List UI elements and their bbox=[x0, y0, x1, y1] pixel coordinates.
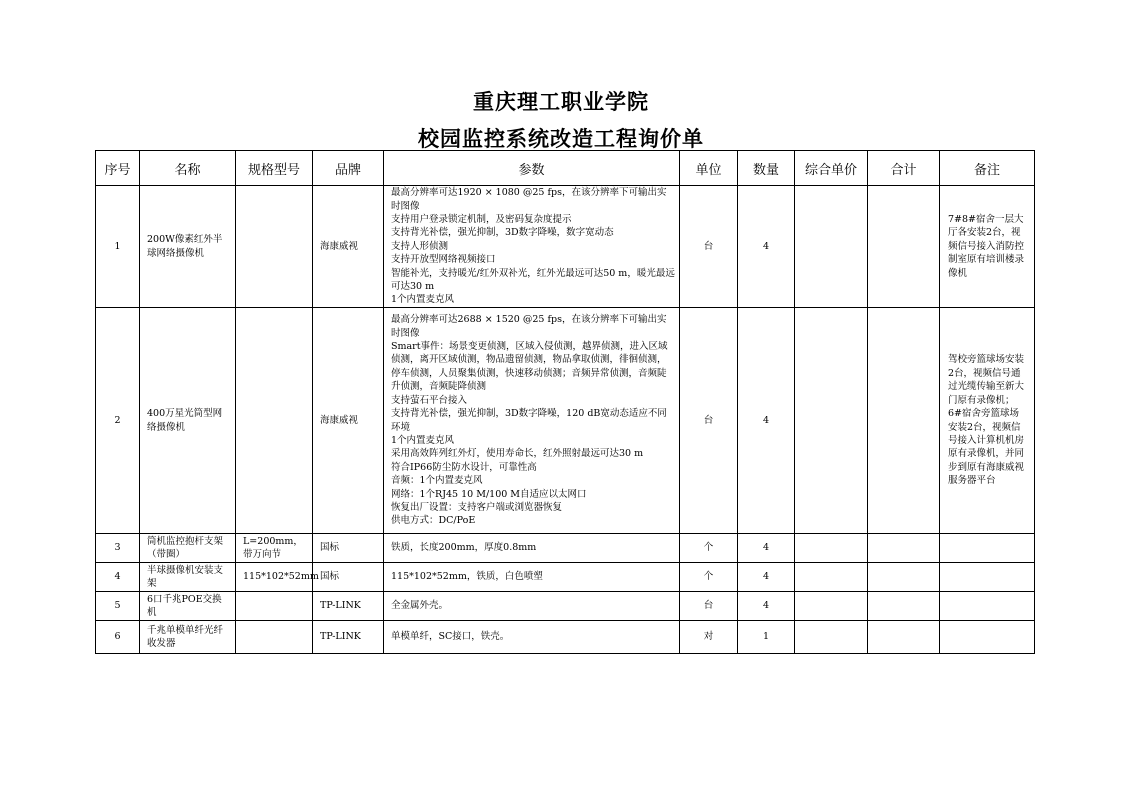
param-line: 支持开放型网络视频接口 bbox=[391, 254, 496, 266]
cell-spec bbox=[236, 621, 313, 654]
cell-qty: 4 bbox=[738, 186, 795, 308]
param-line: 支持萤石平台接入 bbox=[391, 394, 468, 406]
cell-params bbox=[384, 621, 680, 654]
cell-brand: TP-LINK bbox=[313, 592, 384, 621]
cell-remark bbox=[940, 621, 1035, 654]
cell-unit-price bbox=[795, 186, 868, 308]
cell-brand: 国标 bbox=[313, 563, 384, 592]
table-row bbox=[96, 534, 1035, 563]
cell-unit: 个 bbox=[680, 534, 738, 563]
cell-params bbox=[384, 308, 680, 534]
param-line: 符合IP66防尘防水设计，可靠性高 bbox=[391, 461, 537, 473]
cell-brand: 海康威视 bbox=[313, 308, 384, 534]
cell-remark: 7#8#宿舍一层大厅各安装2台，视频信号接入消防控制室原有培训楼录像机 bbox=[940, 186, 1035, 308]
param-line: 全金属外壳。 bbox=[391, 600, 449, 612]
cell-spec bbox=[236, 308, 313, 534]
header-unit-price: 综合单价 bbox=[795, 151, 868, 186]
cell-unit-price bbox=[795, 592, 868, 621]
cell-qty: 1 bbox=[738, 621, 795, 654]
cell-total bbox=[868, 308, 940, 534]
table-row bbox=[96, 308, 1035, 534]
param-line: 供电方式：DC/PoE bbox=[391, 515, 476, 527]
cell-total bbox=[868, 534, 940, 563]
param-line: 1个内置麦克风 bbox=[391, 294, 455, 306]
cell-spec bbox=[236, 592, 313, 621]
cell-total bbox=[868, 186, 940, 308]
param-line: 最高分辨率可达2688 × 1520 @25 fps，在该分辨率下可输出实时图像 bbox=[391, 314, 667, 339]
cell-brand: 国标 bbox=[313, 534, 384, 563]
cell-name: 筒机监控抱杆支架（带圈） bbox=[140, 534, 236, 563]
cell-qty: 4 bbox=[738, 592, 795, 621]
header-brand: 品牌 bbox=[313, 151, 384, 186]
table-row bbox=[96, 621, 1035, 654]
cell-unit: 台 bbox=[680, 592, 738, 621]
cell-seq: 4 bbox=[96, 563, 140, 592]
document-title: 重庆理工职业学院 bbox=[473, 89, 649, 114]
header-total: 合计 bbox=[868, 151, 940, 186]
param-line: 支持人形侦测 bbox=[391, 240, 449, 252]
header-remark: 备注 bbox=[940, 151, 1035, 186]
cell-unit: 对 bbox=[680, 621, 738, 654]
cell-spec: 115*102*52mm bbox=[236, 563, 313, 592]
header-name: 名称 bbox=[140, 151, 236, 186]
cell-seq: 3 bbox=[96, 534, 140, 563]
cell-unit: 台 bbox=[680, 186, 738, 308]
table-row bbox=[96, 186, 1035, 308]
cell-name: 半球摄像机安装支架 bbox=[140, 563, 236, 592]
cell-params bbox=[384, 534, 680, 563]
header-qty: 数量 bbox=[738, 151, 795, 186]
param-line: Smart事件：场景变更侦测，区域入侵侦测，越界侦测，进入区域侦测，离开区域侦测，物品遗留侦测，物品拿取侦测，徘徊侦测，停车侦测，人员聚集侦测，快速移动侦测；音频异常侦测，音频陡升侦测，音频陡降侦测 bbox=[391, 341, 668, 393]
cell-name: 400万星光筒型网络摄像机 bbox=[140, 308, 236, 534]
cell-unit-price bbox=[795, 534, 868, 563]
cell-qty: 4 bbox=[738, 534, 795, 563]
cell-unit-price bbox=[795, 308, 868, 534]
param-line: 最高分辨率可达1920 × 1080 @25 fps，在该分辨率下可输出实时图像 bbox=[391, 187, 667, 212]
cell-params bbox=[384, 592, 680, 621]
cell-remark bbox=[940, 534, 1035, 563]
cell-name: 6口千兆POE交换机 bbox=[140, 592, 236, 621]
cell-total bbox=[868, 563, 940, 592]
param-line: 单模单纤，SC接口，铁壳。 bbox=[391, 631, 510, 643]
cell-spec: L=200mm，带万向节 bbox=[236, 534, 313, 563]
param-line: 115*102*52mm，铁质，白色喷塑 bbox=[391, 571, 543, 583]
cell-seq: 2 bbox=[96, 308, 140, 534]
header-seq: 序号 bbox=[96, 151, 140, 186]
header-params: 参数 bbox=[384, 151, 680, 186]
cell-remark bbox=[940, 592, 1035, 621]
cell-brand: TP-LINK bbox=[313, 621, 384, 654]
param-line: 铁质，长度200mm，厚度0.8mm bbox=[391, 542, 537, 554]
param-line: 智能补光，支持暖光/红外双补光，红外光最远可达50 m，暖光最远可达30 m bbox=[391, 267, 675, 293]
header-unit: 单位 bbox=[680, 151, 738, 186]
cell-brand: 海康威视 bbox=[313, 186, 384, 308]
cell-unit: 个 bbox=[680, 563, 738, 592]
param-line: 音频：1个内置麦克风 bbox=[391, 475, 483, 487]
cell-remark: 驾校旁篮球场安装2台，视频信号通过光缆传输至新大门原有录像机；6#宿舍旁篮球场安装2台，视频信号接入计算机机房原有录像机，并同步到原有海康威视服务器平台 bbox=[940, 308, 1035, 534]
table-row bbox=[96, 563, 1035, 592]
cell-qty: 4 bbox=[738, 563, 795, 592]
inquiry-table bbox=[95, 150, 1035, 654]
cell-total bbox=[868, 592, 940, 621]
header-row bbox=[96, 151, 1035, 186]
param-line: 支持背光补偿，强光抑制，3D数字降噪，数字宽动态 bbox=[391, 227, 614, 239]
cell-name: 千兆单模单纤光纤收发器 bbox=[140, 621, 236, 654]
param-line: 恢复出厂设置：支持客户端或浏览器恢复 bbox=[391, 501, 563, 513]
cell-params bbox=[384, 563, 680, 592]
cell-params bbox=[384, 186, 680, 308]
cell-seq: 5 bbox=[96, 592, 140, 621]
param-line: 1个内置麦克风 bbox=[391, 434, 455, 446]
param-line: 采用高效阵列红外灯，使用寿命长，红外照射最远可达30 m bbox=[391, 448, 644, 460]
cell-unit-price bbox=[795, 563, 868, 592]
cell-unit-price bbox=[795, 621, 868, 654]
header-spec: 规格型号 bbox=[236, 151, 313, 186]
param-line: 支持用户登录锁定机制，及密码复杂度提示 bbox=[391, 213, 572, 225]
cell-spec bbox=[236, 186, 313, 308]
cell-remark bbox=[940, 563, 1035, 592]
cell-unit: 台 bbox=[680, 308, 738, 534]
cell-seq: 6 bbox=[96, 621, 140, 654]
cell-total bbox=[868, 621, 940, 654]
cell-qty: 4 bbox=[738, 308, 795, 534]
table-row bbox=[96, 592, 1035, 621]
document-subtitle: 校园监控系统改造工程询价单 bbox=[418, 126, 704, 151]
param-line: 支持背光补偿，强光抑制，3D数字降噪，120 dB宽动态适应不同环境 bbox=[391, 408, 667, 433]
cell-name: 200W像素红外半球网络摄像机 bbox=[140, 186, 236, 308]
param-line: 网络：1个RJ45 10 M/100 M自适应以太网口 bbox=[391, 488, 587, 500]
cell-seq: 1 bbox=[96, 186, 140, 308]
